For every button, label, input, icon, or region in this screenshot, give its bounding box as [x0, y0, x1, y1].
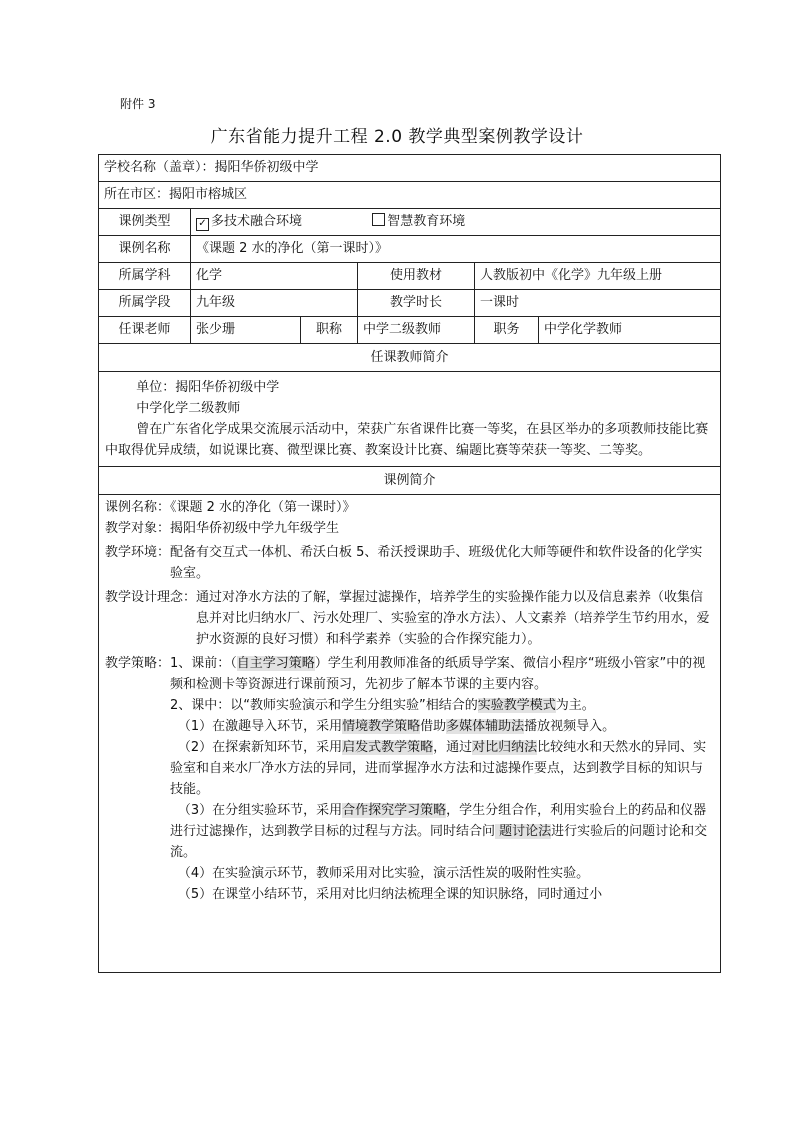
- teacher-unit: 单位：揭阳华侨初级中学: [136, 380, 280, 395]
- textbook-label: 使用教材: [358, 263, 475, 290]
- case-intro-body: [99, 495, 721, 973]
- strategy-step-7: （5）在课堂小结环节，采用对比归纳法梳理全课的知识脉络，同时通过小: [177, 887, 603, 902]
- case-type-options: [191, 209, 721, 236]
- unchecked-checkbox-icon[interactable]: [372, 213, 385, 226]
- strategy-step-2: 2、课中：以“教师实验演示和学生分组实验”相结合的实验教学模式为主。: [170, 698, 595, 713]
- subject-value: 化学: [191, 263, 358, 290]
- teacher-honors: 曾在广东省化学成果交流展示活动中，荣获广东省课件比赛一等奖，在县区举办的多项教师技能比赛中取得优异成绩，如说课比赛、微型课比赛、教案设计比赛、编题比赛等荣获一等奖、二等奖。: [105, 422, 709, 458]
- rank-label: 职称: [301, 317, 358, 344]
- case-name-value: 《课题 2 水的净化（第一课时）》: [191, 236, 721, 263]
- strategy-step-1: 1、课前：（自主学习策略）学生利用教师准备的纸质导学案、微信小程序“班级小管家”中的视频和检测卡等资源进行课前预习，先初步了解本节课的主要内容。: [170, 656, 706, 692]
- case-type-label: 课例类型: [99, 209, 191, 236]
- strategy-step-4: （2）在探索新知环节，采用启发式教学策略，通过对比归纳法比较纯水和天然水的异同、实验室和自来水厂净水方法的异同，进而掌握净水方法和过滤操作要点，达到教学目标的知识与技能。: [170, 740, 707, 797]
- district-cell: 所在市区：揭阳市榕城区: [99, 182, 721, 209]
- concept-text: 通过对净水方法的了解，掌握过滤操作，培养学生的实验操作能力以及信息素养（收集信息并对比归纳水厂、污水处理厂、实验室的净水方法）、人文素养（培养学生节约用水，爱护水资源的良好习惯）和科学素养（实验的合作探究能力）。: [196, 590, 710, 647]
- case-name-label: 课例名称: [99, 236, 191, 263]
- teacher-intro-body: [99, 372, 721, 467]
- subject-label: 所属学科: [99, 263, 191, 290]
- teacher-rank: 中学化学二级教师: [136, 401, 241, 416]
- case-design-table: [98, 154, 721, 973]
- document-title: 广东省能力提升工程 2.0 教学典型案例教学设计: [210, 127, 584, 147]
- case-intro-heading: 课例简介: [99, 467, 721, 495]
- option-multi-tech: 多技术融合环境: [211, 214, 303, 229]
- teacher-value: 张少珊: [191, 317, 301, 344]
- teacher-intro-heading: 任课教师简介: [99, 344, 721, 372]
- env-label: 教学环境：: [105, 545, 171, 560]
- strategy-step-5: （3）在分组实验环节，采用合作探究学习策略，学生分组合作，利用实验台上的药品和仪器进行过滤操作，达到教学目标的过程与方法。同时结合问 题讨论法进行实验后的问题讨论和交流。: [170, 803, 708, 860]
- strategy-label: 教学策略：: [105, 656, 171, 671]
- checked-checkbox-icon[interactable]: ✓: [196, 218, 209, 231]
- grade-value: 九年级: [191, 290, 358, 317]
- duration-value: 一课时: [475, 290, 721, 317]
- env-text: 配备有交互式一体机、希沃白板 5、希沃授课助手、班级优化大师等硬件和软件设备的化学实验室。: [170, 545, 703, 581]
- case-intro-name: 课例名称：《课题 2 水的净化（第一课时）》: [105, 500, 356, 515]
- grade-label: 所属学段: [99, 290, 191, 317]
- strategy-step-3: （1）在激趣导入环节，采用情境教学策略借助多媒体辅助法播放视频导入。: [177, 719, 616, 734]
- option-smart-edu: 智慧教育环境: [387, 214, 466, 229]
- school-name-cell: 学校名称（盖章）：揭阳华侨初级中学: [99, 155, 721, 182]
- case-intro-object: 教学对象：揭阳华侨初级中学九年级学生: [105, 521, 340, 536]
- position-value: 中学化学教师: [539, 317, 721, 344]
- strategy-step-6: （4）在实验演示环节，教师采用对比实验，演示活性炭的吸附性实验。: [177, 866, 590, 881]
- textbook-value: 人教版初中《化学》九年级上册: [475, 263, 721, 290]
- duration-label: 教学时长: [358, 290, 475, 317]
- strategy-body: [170, 653, 714, 905]
- rank-value: 中学二级教师: [358, 317, 475, 344]
- teacher-label: 任课老师: [99, 317, 191, 344]
- annex-label: 附件 3: [120, 97, 156, 111]
- position-label: 职务: [475, 317, 539, 344]
- concept-label: 教学设计理念：: [105, 590, 197, 605]
